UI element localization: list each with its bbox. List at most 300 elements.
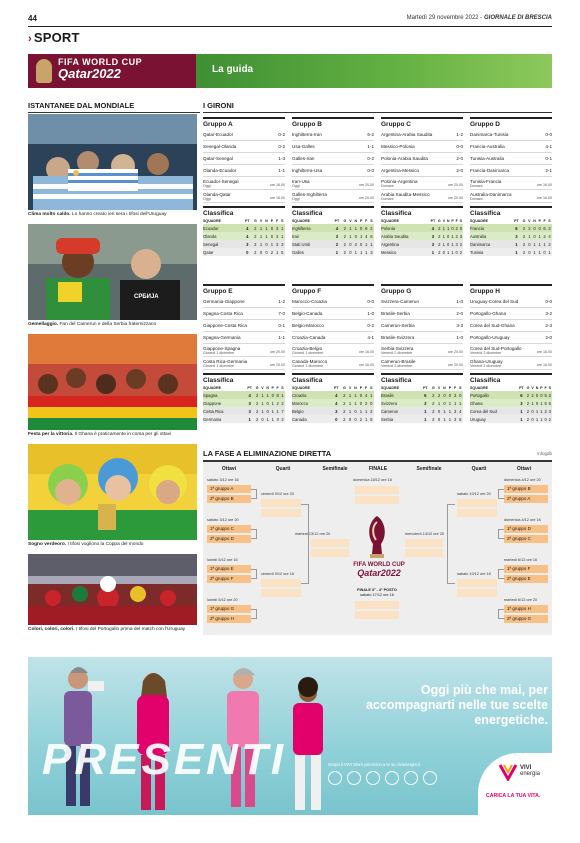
brand-line-1: VIVI — [520, 765, 532, 771]
caption-3-bold: Festa per la vittoria. — [28, 432, 74, 437]
standings-cell: 1 — [266, 392, 269, 398]
standings-cell: Inghilterra — [292, 224, 332, 232]
standings-cell: 2 — [544, 408, 547, 414]
standings-table — [203, 385, 285, 423]
match-teams: Brasile-Serbia — [381, 311, 410, 316]
standings-header-cell: N — [443, 386, 446, 390]
standings-cell: 2 — [432, 392, 435, 398]
standings-cell: 2 — [459, 241, 463, 247]
standings-cell: 2 — [548, 225, 551, 231]
standings-cell: 1 — [453, 400, 457, 406]
standings-cell: 2 — [343, 233, 347, 239]
standings-row — [381, 391, 463, 399]
bracket-slot — [261, 589, 301, 597]
match-teams: Uruguay-Corea del Sud — [470, 299, 519, 304]
match-date: lunedì 5/12 ore 16 — [207, 558, 238, 562]
standings-cell: 1 — [281, 225, 284, 231]
standings-cell: 1 — [540, 408, 543, 414]
standings-header-cell: S — [548, 386, 552, 390]
standings-cell: 4 — [245, 391, 254, 399]
upcoming-match — [292, 357, 374, 370]
match-teams: Argentina-Arabia Saudita — [381, 132, 433, 137]
upcoming-teams: Giappone-Spagna — [203, 346, 241, 351]
ad-service-icons — [328, 771, 478, 791]
standings-cell: Australia — [470, 232, 512, 240]
standings-title: Classifica — [203, 206, 285, 218]
third-place-slot — [355, 611, 399, 619]
group-title: Gruppo B — [292, 117, 374, 129]
home-icon — [366, 771, 380, 785]
standings-cell: 0 — [354, 416, 357, 422]
standings-cell: 8 — [276, 392, 279, 398]
match-score: 0-0 — [367, 168, 374, 173]
standings-cell: 1 — [364, 416, 368, 422]
solar-icon — [385, 771, 399, 785]
logo-line-1: FIFA WORLD CUP — [58, 57, 143, 67]
bracket-slot — [457, 579, 497, 587]
bracket-slot: 2ª gruppo D — [207, 535, 251, 543]
standings-cell: 0 — [442, 249, 446, 255]
standings-cell: 0 — [443, 392, 446, 398]
standings-title: Classifica — [292, 373, 374, 385]
standings-cell: 1 — [548, 249, 551, 255]
standings-row — [203, 399, 285, 407]
match-teams: Messico-Polonia — [381, 144, 415, 149]
group-5 — [203, 284, 285, 423]
caption-1-bold: Clima molto caldo. — [28, 212, 71, 217]
standings-cell: 1 — [365, 249, 368, 255]
standings-cell: 2 — [270, 249, 274, 255]
final-slot — [355, 496, 399, 504]
standings-cell: 2 — [543, 233, 546, 239]
standings-cell: 1 — [349, 225, 352, 231]
group-title: Gruppo F — [292, 284, 374, 296]
standings-header-cell: SQUADRE — [470, 386, 488, 390]
standings-header-cell: N — [354, 386, 357, 390]
standings-header-cell: F — [365, 386, 368, 390]
bracket-slot: 2ª gruppo A — [504, 495, 548, 503]
bracket-slot: 2ª gruppo H — [207, 615, 251, 623]
upcoming-match — [203, 357, 285, 370]
match-result — [470, 141, 552, 153]
standings-cell: 0 — [533, 233, 536, 239]
bracket-slot — [405, 549, 443, 557]
standings-cell: 2 — [548, 241, 551, 247]
standings-cell: Giappone — [203, 399, 245, 407]
standings-cell: 1 — [360, 233, 363, 239]
match-score: 0-2 — [278, 132, 285, 137]
standings-cell: 1 — [512, 240, 521, 248]
match-date: domenica 4/12 ore 20 — [504, 478, 541, 482]
standings-cell: 0 — [261, 416, 264, 422]
bracket-slot: 1ª gruppo B — [504, 485, 548, 493]
standings-cell: 0 — [448, 392, 452, 398]
standings-cell: 1 — [543, 241, 546, 247]
vivi-logo-icon — [498, 761, 518, 781]
round-header: Ottavi — [221, 466, 237, 472]
match-teams: Belgio-Marocco — [292, 323, 324, 328]
upcoming-teams: Costa Rica-Germania — [203, 359, 248, 364]
caption-3 — [28, 432, 200, 438]
upcoming-teams: Canada-Marocco — [292, 359, 328, 364]
standings-cell: 0 — [271, 392, 274, 398]
standings-cell: 0 — [447, 233, 450, 239]
standings-row — [381, 248, 463, 256]
standings-cell: 6 — [517, 391, 525, 399]
match-date: sabato 3/12 ore 16 — [207, 478, 239, 482]
standings-cell: 2 — [281, 400, 284, 406]
standings-cell: 1 — [348, 392, 352, 398]
knockout-bracket — [203, 449, 552, 635]
match-result — [381, 141, 463, 153]
standings-row — [203, 415, 285, 423]
standings-cell: Senegal — [203, 240, 242, 248]
standings-cell: 2 — [432, 408, 435, 414]
standings-cell: 1 — [360, 249, 363, 255]
standings-header-cell: V — [261, 386, 264, 390]
standings-header-cell: G — [343, 219, 347, 223]
standings-cell: 0 — [354, 233, 357, 239]
standings-header-cell: G — [431, 386, 435, 390]
match-date: venerdì 9/12 ore 16 — [261, 572, 294, 576]
match-result — [381, 296, 463, 308]
match-result — [470, 332, 552, 344]
standings-cell: 0 — [544, 416, 547, 422]
standings-cell: 2 — [256, 416, 259, 422]
standings-cell: Marocco — [292, 399, 331, 407]
standings-cell: 6 — [543, 225, 546, 231]
photo-cameroon-serbia-fans — [28, 224, 197, 320]
round-header: Semifinale — [322, 466, 348, 472]
caption-5-text: I tifosi del Portogallo prima del match con l'Uruguay — [76, 627, 186, 632]
match-result — [203, 308, 285, 320]
standings-cell: 3 — [245, 407, 254, 415]
standings-cell: 4 — [242, 224, 252, 232]
bracket-logo — [344, 562, 414, 578]
standings-header-cell: PT — [334, 219, 340, 223]
standings-header-cell: N — [535, 386, 539, 390]
standings-cell: 1 — [538, 241, 541, 247]
standings-row — [292, 224, 374, 232]
standings-cell: 0 — [370, 400, 373, 406]
standings-cell: 0 — [459, 225, 463, 231]
group-title: Gruppo D — [470, 117, 552, 129]
standings-row — [203, 232, 285, 240]
bracket-connector — [251, 609, 257, 619]
standings-table — [470, 385, 552, 423]
round-header: Semifinale — [416, 466, 442, 472]
standings-cell: 2 — [455, 233, 458, 239]
upcoming-teams: Galles-Inghilterra — [292, 192, 327, 197]
match-result — [381, 129, 463, 141]
standings-header-cell: P — [451, 219, 454, 223]
upcoming-match — [470, 177, 552, 190]
bracket-slot — [457, 499, 497, 507]
standings-cell: 1 — [270, 241, 274, 247]
standings-cell: 2 — [254, 225, 257, 231]
final-slot — [355, 486, 399, 494]
standings-header-cell: P — [271, 386, 274, 390]
group-8 — [470, 284, 552, 423]
standings-cell: 2 — [370, 225, 373, 231]
standings-cell: 0 — [242, 248, 252, 256]
standings-cell: 1 — [420, 407, 430, 415]
standings-cell: 1 — [517, 407, 525, 415]
standings-header-cell: P — [359, 219, 363, 223]
standings-header-cell: V — [437, 386, 441, 390]
standings-title: Classifica — [381, 373, 463, 385]
standings-header-cell: PT — [519, 386, 524, 390]
standings-cell: 2 — [343, 249, 347, 255]
standings-cell: 2 — [254, 249, 257, 255]
group-title: Gruppo G — [381, 284, 463, 296]
upcoming-day: Giovedì 1 dicembre — [292, 364, 324, 368]
standings-row — [292, 240, 374, 248]
match-result — [470, 308, 552, 320]
match-date: sabato 10/12 ore 16 — [457, 572, 491, 576]
bracket-slot — [261, 509, 301, 517]
knockout-credit: infogdb — [537, 451, 552, 456]
standings-cell: 1 — [540, 416, 543, 422]
standings-cell: 2 — [455, 225, 458, 231]
match-teams: Galles-Iran — [292, 156, 315, 161]
standings-cell: 4 — [242, 232, 252, 240]
standings-cell: 1 — [370, 392, 373, 398]
standings-cell: 1 — [448, 416, 452, 422]
standings-cell: 1 — [259, 233, 263, 239]
standings-cell: 1 — [271, 408, 274, 414]
match-result — [203, 153, 285, 165]
standings-cell: 2 — [438, 241, 441, 247]
standings-cell: Polonia — [381, 224, 429, 232]
standings-cell: 1 — [364, 408, 368, 414]
standings-cell: 4 — [332, 224, 342, 232]
match-result — [470, 165, 552, 177]
standings-row — [292, 415, 374, 423]
standings-cell: 1 — [442, 241, 446, 247]
standings-cell: Spagna — [203, 391, 245, 399]
standings-cell: 1 — [354, 249, 357, 255]
standings-cell: 2 — [256, 408, 259, 414]
standings-cell: 3 — [420, 399, 430, 407]
bracket-connector — [447, 504, 455, 584]
group-2 — [292, 117, 374, 256]
standings-cell: 3 — [332, 232, 342, 240]
standings-cell: 0 — [359, 400, 363, 406]
standings-cell: 6 — [365, 225, 368, 231]
standings-row — [470, 391, 552, 399]
bracket-slot: 2ª gruppo F — [207, 575, 251, 583]
standings-cell: 0 — [531, 416, 534, 422]
standings-title: Classifica — [470, 373, 552, 385]
standings-header-cell: G — [522, 219, 526, 223]
upcoming-match — [292, 177, 374, 190]
upcoming-teams: Arabia Saudita-Messico — [381, 192, 430, 197]
standings-cell: 1 — [349, 233, 352, 239]
match-score: 1-1 — [278, 168, 285, 173]
match-teams: Polonia-Arabia Saudita — [381, 156, 428, 161]
standings-cell: 1 — [245, 415, 254, 423]
shirt-lettering: СРБИЈА — [134, 294, 159, 300]
match-score: 1-2 — [456, 132, 463, 137]
standings-cell: 2 — [522, 225, 526, 231]
caption-5 — [28, 627, 200, 633]
photo-ghana-fans — [28, 334, 197, 430]
upcoming-time: ore 16.00 — [536, 363, 552, 367]
match-result — [381, 165, 463, 177]
standings-cell: 2 — [343, 241, 347, 247]
bracket-logo-line-1: FIFA WORLD CUP — [353, 562, 405, 568]
match-result — [470, 296, 552, 308]
match-result — [203, 129, 285, 141]
standings-cell: 1 — [443, 408, 446, 414]
standings-row — [203, 240, 285, 248]
match-score: 1-0 — [367, 311, 374, 316]
standings-cell: 2 — [522, 233, 526, 239]
match-teams: Tunisia-Australia — [470, 156, 505, 161]
standings-header-cell: G — [437, 219, 441, 223]
match-score: 1-0 — [456, 299, 463, 304]
upcoming-day: Venerdì 2 dicembre — [470, 364, 502, 368]
photo-brazil-fans — [28, 444, 197, 540]
standings-cell: Corea del Sud — [470, 407, 517, 415]
standings-header-cell: N — [265, 219, 268, 223]
standings-cell: 1 — [332, 248, 342, 256]
standings-cell: 4 — [548, 233, 551, 239]
standings-cell: 0 — [360, 225, 363, 231]
standings-row — [203, 391, 285, 399]
standings-cell: 2 — [526, 392, 530, 398]
standings-cell: 2 — [343, 225, 347, 231]
match-result — [381, 332, 463, 344]
standings-cell: 2 — [459, 249, 463, 255]
upcoming-match — [203, 344, 285, 357]
standings-header-cell: PT — [430, 219, 436, 223]
caption-2-bold: Gemellaggio. — [28, 322, 59, 327]
third-place-label: FINALE 3° - 4° POSTO — [357, 588, 397, 592]
standings-header-cell: PT — [333, 386, 339, 390]
bracket-slot — [457, 589, 497, 597]
standings-cell: 1 — [354, 400, 357, 406]
upcoming-teams: Iran-Usa — [292, 179, 310, 184]
standings-header-cell: SQUADRE — [470, 219, 488, 223]
match-date: lunedì 5/12 ore 20 — [207, 598, 238, 602]
standings-cell: 4 — [429, 224, 437, 232]
left-column-title: ISTANTANEE DAL MONDIALE — [28, 101, 200, 113]
standings-table — [470, 218, 552, 256]
caption-3-text: Il Ghana è praticamente in corsa per gli ottavi — [74, 432, 172, 437]
ad-present-word: PRESENTI — [42, 735, 287, 784]
section-label: SPORT — [33, 30, 80, 45]
standings-header-cell: F — [544, 386, 547, 390]
match-score: 4-1 — [367, 335, 374, 340]
standings-cell: 1 — [538, 233, 541, 239]
bracket-slot: 1ª gruppo F — [504, 565, 548, 573]
upcoming-day: Oggi — [203, 197, 211, 201]
standings-cell: Belgio — [292, 407, 331, 415]
standings-cell: 1 — [442, 225, 446, 231]
brand-line-2: energia — [520, 771, 541, 777]
standings-cell: 3 — [275, 241, 279, 247]
standings-header-cell: V — [349, 219, 352, 223]
standings-cell: Arabia Saudita — [381, 232, 429, 240]
match-date: mercoledì 14/12 ore 20 — [405, 532, 445, 536]
match-score: 0-2 — [367, 156, 374, 161]
standings-cell: 4 — [459, 408, 462, 414]
standings-cell: 1 — [533, 241, 536, 247]
standings-cell: 3 — [370, 249, 373, 255]
bracket-slot — [311, 549, 349, 557]
match-teams: Qatar-Senegal — [203, 156, 233, 161]
standings-row — [381, 224, 463, 232]
match-date: martedì 6/12 ore 20 — [504, 598, 538, 602]
upcoming-time: ore 20.00 — [269, 363, 285, 367]
upcoming-match — [470, 357, 552, 370]
match-score: 2-0 — [456, 156, 463, 161]
standings-cell: 0 — [535, 392, 539, 398]
standings-header-cell: N — [533, 219, 536, 223]
bracket-slot — [261, 579, 301, 587]
standings-cell: 1 — [538, 249, 541, 255]
standings-cell: 1 — [354, 225, 357, 231]
match-teams: Francia-Danimarca — [470, 168, 510, 173]
match-score: 6-2 — [367, 132, 374, 137]
standings-cell: 1 — [265, 233, 268, 239]
upcoming-teams: Ecuador-Senegal — [203, 179, 239, 184]
match-teams: Spagna-Costa Rica — [203, 311, 243, 316]
world-cup-logo — [28, 54, 196, 88]
upcoming-teams: Tunisia-Francia — [470, 179, 502, 184]
upcoming-time: ore 16.00 — [358, 363, 374, 367]
standings-cell: Danimarca — [470, 240, 512, 248]
standings-cell: 1 — [359, 408, 363, 414]
bracket-connector — [498, 569, 504, 579]
standings-cell: 1 — [443, 416, 446, 422]
match-teams: Corea del Sud-Ghana — [470, 323, 515, 328]
bracket-logo-line-2: Qatar2022 — [357, 568, 401, 578]
standings-header-cell: P — [448, 386, 452, 390]
standings-header-cell: PT — [244, 219, 250, 223]
standings-cell: 2 — [522, 241, 526, 247]
match-teams: Olanda-Ecuador — [203, 168, 237, 173]
match-teams: Usa-Galles — [292, 144, 315, 149]
standings-cell: Uruguay — [470, 415, 517, 423]
upcoming-day: Oggi — [292, 197, 300, 201]
group-4 — [470, 117, 552, 256]
standings-cell: 1 — [451, 241, 454, 247]
bracket-slot: 1ª gruppo G — [207, 605, 251, 613]
upcoming-time: ore 16.00 — [536, 183, 552, 187]
standings-cell: 0 — [349, 241, 352, 247]
match-date: sabato 3/12 ore 20 — [207, 518, 239, 522]
standings-cell: 1 — [459, 400, 462, 406]
standings-cell: 0 — [538, 225, 541, 231]
standings-cell: Argentina — [381, 240, 429, 248]
standings-cell: 1 — [259, 241, 263, 247]
standings-cell: 1 — [281, 233, 284, 239]
upcoming-time: ore 16.00 — [536, 196, 552, 200]
standings-cell: 0 — [447, 241, 450, 247]
standings-cell: 3 — [276, 416, 279, 422]
standings-cell: 2 — [438, 225, 441, 231]
match-teams: Svizzera-Camerun — [381, 299, 420, 304]
standings-header-cell: F — [365, 219, 368, 223]
standings-cell: Germania — [203, 415, 245, 423]
standings-cell: 2 — [432, 400, 435, 406]
standings-cell: 2 — [343, 400, 346, 406]
standings-header-cell: PT — [514, 219, 519, 223]
standings-cell: Qatar — [203, 248, 242, 256]
